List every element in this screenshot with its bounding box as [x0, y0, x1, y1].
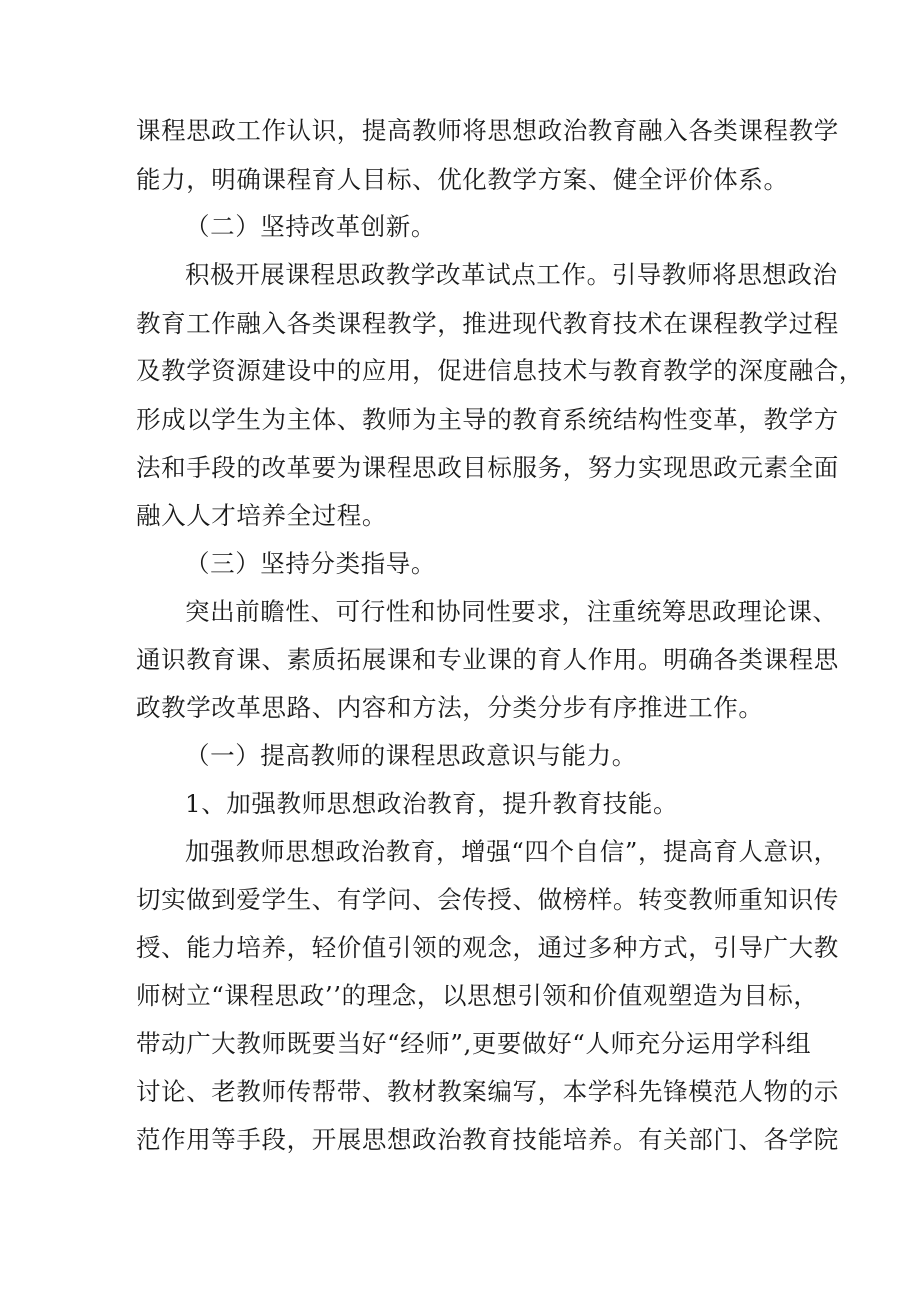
paragraph-line: 教育工作融入各类课程教学，推进现代教育技术在课程教学过程: [136, 309, 839, 338]
section-heading: （三）坚持分类指导。: [185, 549, 436, 578]
paragraph-line: 政教学改革思路、内容和方法，分类分步有序推进工作。: [136, 693, 764, 722]
paragraph-line: 通识教育课、素质拓展课和专业课的育人作用。明确各类课程思: [136, 645, 839, 674]
paragraph-line: 授、能力培养，轻价值引领的观念，通过多种方式，引导广大教: [136, 933, 839, 962]
subsection-heading: 1、加强教师思想政治教育，提升教育技能。: [185, 789, 679, 818]
paragraph-line: 切实做到爱学生、有学问、会传授、做榜样。转变教师重知识传: [136, 885, 839, 914]
paragraph-line: 法和手段的改革要为课程思政目标服务，努力实现思政元素全面: [136, 453, 839, 482]
paragraph-line: 突出前瞻性、可行性和协同性要求，注重统筹思政理论课、: [185, 597, 838, 626]
paragraph-line: 能力，明确课程育人目标、优化教学方案、健全评价体系。: [136, 165, 789, 194]
paragraph-line: 融入人才培养全过程。: [136, 501, 387, 530]
paragraph-line: 课程思政工作认识，提高教师将思想政治教育融入各类课程教学: [136, 116, 839, 145]
section-heading: （二）坚持改革创新。: [185, 212, 436, 241]
paragraph-line: 讨论、老教师传帮带、教材教案编写，本学科先锋模范人物的示: [136, 1077, 839, 1106]
section-heading: （一）提高教师的课程思政意识与能力。: [185, 741, 637, 770]
paragraph-line: 及教学资源建设中的应用，促进信息技术与教育教学的深度融合，: [136, 356, 864, 385]
paragraph-line: 形成以学生为主体、教师为主导的教育系统结构性变革，教学方: [136, 405, 839, 434]
paragraph-line: 积极开展课程思政教学改革试点工作。引导教师将思想政治: [185, 260, 838, 289]
paragraph-line: 师树立“课程思政’’的理念，以思想引领和价值观塑造为目标，: [136, 981, 819, 1010]
paragraph-line: 带动广大教师既要当好“经师”,更要做好“人师充分运用学科组: [136, 1029, 812, 1058]
paragraph-line: 加强教师思想政治教育，增强“四个自信”，提高育人意识，: [185, 837, 839, 866]
paragraph-line: 范作用等手段，开展思想政治教育技能培养。有关部门、各学院: [136, 1125, 839, 1154]
